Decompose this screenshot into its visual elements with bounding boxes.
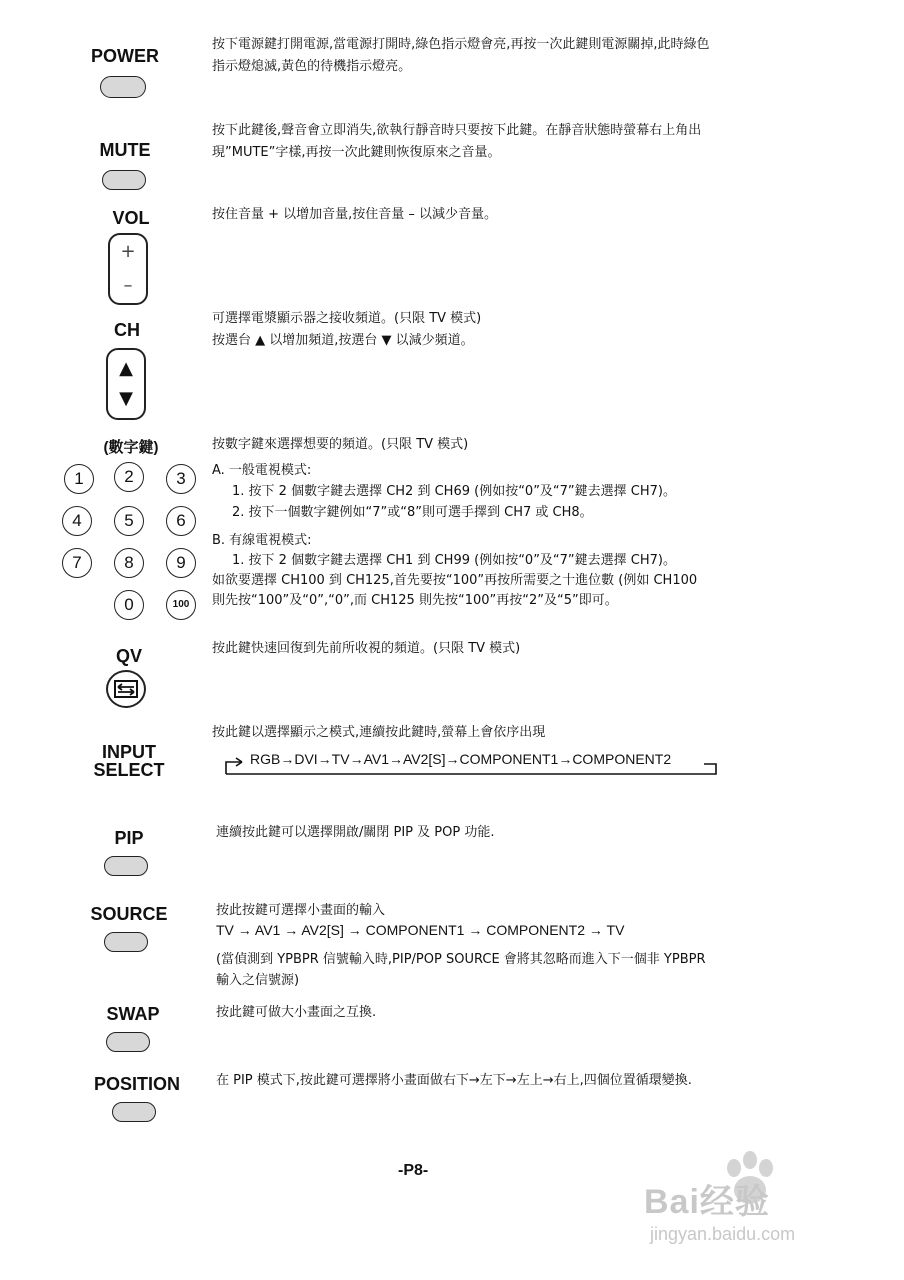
position-button-icon: [112, 1102, 156, 1122]
num-key-100: 100: [166, 590, 196, 620]
source-note-1: (當偵測到 YPBPR 信號輸入時,PIP/POP SOURCE 會將其忽略而進入下一個非 YPBPR: [216, 952, 706, 967]
num-key-2: 2: [114, 462, 144, 492]
power-desc-2: 指示燈熄滅,黃色的待機指示燈亮。: [212, 59, 412, 74]
vol-rocker-icon: [108, 233, 148, 305]
source-note-2: 輸入之信號源): [216, 973, 300, 988]
power-button-icon: [100, 76, 146, 98]
mute-desc-2: 現”MUTE”字樣,再按一次此鍵則恢復原來之音量。: [212, 145, 501, 160]
numeric-desc-3: 1. 按下 2 個數字鍵去選擇 CH2 到 CH69 (例如按“0”及“7”鍵去選擇 CH7)。: [232, 484, 676, 499]
pip-button-icon: [104, 856, 148, 876]
numeric-desc-2: A. 一般電視模式:: [212, 463, 312, 478]
num-key-4: 4: [62, 506, 92, 536]
vol-desc: 按住音量 + 以增加音量,按住音量 – 以減少音量。: [212, 207, 498, 222]
swap-button-icon: [106, 1032, 150, 1052]
position-label: POSITION: [93, 1074, 180, 1094]
numeric-desc-4: 2. 按下一個數字鍵例如“7”或“8”則可選手擇到 CH7 或 CH8。: [232, 505, 593, 520]
source-desc: 按此按鍵可選擇小畫面的輸入: [216, 903, 386, 918]
input-select-desc: 按此鍵以選擇顯示之模式,連續按此鍵時,螢幕上會依序出現: [212, 725, 546, 740]
ch-down-icon: ▼: [119, 388, 133, 409]
numeric-desc-8: 則先按“100”及“0”,“0”,而 CH125 則先按“100”再按“2”及“5”即可。: [212, 593, 618, 608]
qv-desc: 按此鍵快速回復到先前所收視的頻道。(只限 TV 模式): [212, 641, 521, 656]
ch-label: CH: [114, 320, 140, 340]
vol-plus-icon: +: [120, 241, 136, 262]
num-key-1: 1: [64, 464, 94, 494]
num-key-3: 3: [166, 464, 196, 494]
num-key-7: 7: [62, 548, 92, 578]
vol-minus-icon: –: [123, 275, 133, 296]
numeric-desc-5: B. 有線電視模式:: [212, 533, 312, 548]
mute-desc-1: 按下此鍵後,聲音會立即消失,欲執行靜音時只要按下此鍵。在靜音狀態時螢幕右上角出: [212, 123, 702, 138]
ch-desc-2: 按選台 ▲ 以增加頻道,按選台 ▼ 以減少頻道。: [212, 333, 474, 348]
watermark-url: jingyan.baidu.com: [650, 1224, 796, 1244]
mute-label: MUTE: [99, 140, 151, 160]
numeric-desc-6: 1. 按下 2 個數字鍵去選擇 CH1 到 CH99 (例如按“0”及“7”鍵去選擇 CH7)。: [232, 553, 676, 568]
ch-up-icon: ▲: [119, 358, 133, 379]
qv-button-icon: [106, 670, 146, 708]
qv-label: QV: [115, 646, 142, 666]
source-flow: TV → AV1 → AV2[S] → COMPONENT1 → COMPONENT2 → TV: [216, 922, 625, 938]
num-key-0: 0: [114, 590, 144, 620]
numeric-desc-1: 按數字鍵來選擇想要的頻道。(只限 TV 模式): [212, 437, 469, 452]
watermark: [640, 1150, 890, 1260]
num-key-9: 9: [166, 548, 196, 578]
num-key-8: 8: [114, 548, 144, 578]
input-select-flow: RGB→DVI→TV→AV1→AV2[S]→COMPONENT1→COMPONENT2: [250, 751, 672, 767]
ch-desc-1: 可選擇電漿顯示器之接收頻道。(只限 TV 模式): [212, 311, 482, 326]
numeric-label: (數字鍵): [103, 439, 159, 456]
swap-desc: 按此鍵可做大小畫面之互換.: [216, 1005, 377, 1020]
vol-label: VOL: [112, 208, 150, 228]
position-desc: 在 PIP 模式下,按此鍵可選擇將小畫面做右下→左下→左上→右上,四個位置循環變換.: [216, 1073, 692, 1088]
input-select-label-1: INPUT: [102, 742, 156, 762]
source-label: SOURCE: [90, 904, 168, 924]
pip-label: PIP: [114, 828, 144, 848]
source-button-icon: [104, 932, 148, 952]
swap-arrows-icon: [108, 672, 144, 706]
ch-rocker-icon: [106, 348, 146, 420]
power-label: POWER: [90, 46, 159, 66]
swap-label: SWAP: [106, 1004, 160, 1024]
input-select-label-2: SELECT: [93, 760, 165, 780]
num-key-5: 5: [114, 506, 144, 536]
num-key-6: 6: [166, 506, 196, 536]
mute-button-icon: [102, 170, 146, 190]
watermark-brand: Bai经验: [644, 1183, 770, 1221]
power-desc-1: 按下電源鍵打開電源,當電源打開時,綠色指示燈會亮,再按一次此鍵則電源關掉,此時綠色: [212, 37, 710, 52]
pip-desc: 連續按此鍵可以選擇開啟/關閉 PIP 及 POP 功能.: [216, 825, 495, 840]
page-number: -P8-: [398, 1162, 429, 1179]
numeric-desc-7: 如欲要選擇 CH100 到 CH125,首先要按“100”再按所需要之十進位數 (例如 CH100: [212, 573, 698, 588]
